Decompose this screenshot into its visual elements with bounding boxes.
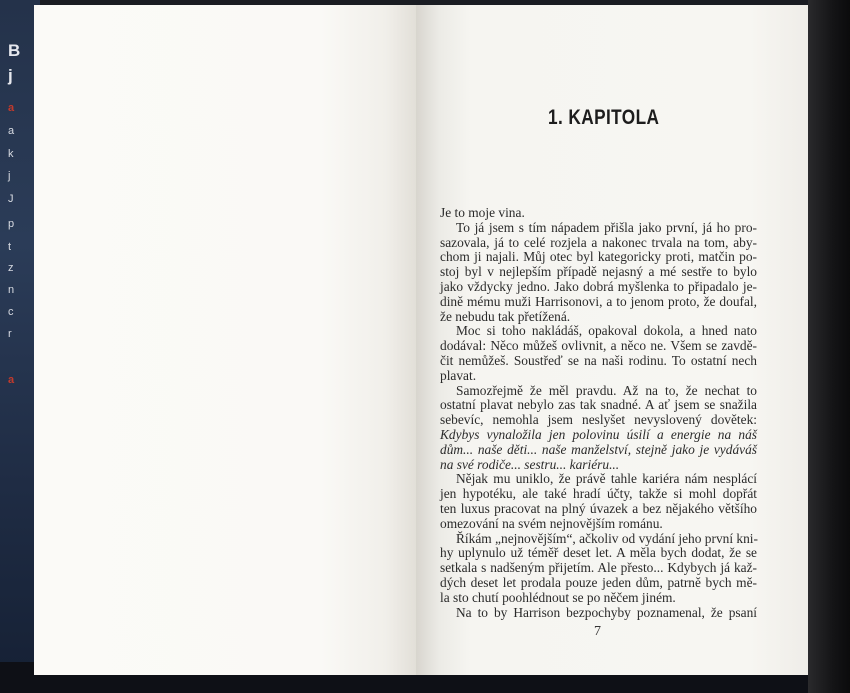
cover-letter: z	[8, 262, 14, 274]
cover-letter: a	[8, 125, 15, 137]
text-line: setkala s nadšeným přijetím. Ale přesto... Kdybych já kaž-	[440, 560, 757, 576]
text-line: omezování na svém nejnovějším románu.	[440, 515, 663, 531]
text-line: la sto chutí poohlédnout se po něčem jiném.	[440, 589, 676, 605]
text-line: jen hypotéku, ale také hradí účty, takže si mohl dopřát	[440, 486, 757, 502]
text-line: ten luxus pracovat na plný úvazek a bez nějakého většího	[440, 500, 757, 516]
text-line: Říkám „nejnovějším“, ačkoliv od vydání jeho první kni-	[456, 530, 758, 546]
text-line: Na to by Harrison bezpochyby poznamenal, že psaní	[456, 604, 757, 620]
cover-letter: J	[8, 193, 14, 205]
cover-letter: k	[8, 148, 14, 160]
cover-letter: c	[8, 306, 14, 318]
text-line: dině mému muži Harrisonovi, a to jenom proto, že doufal,	[440, 293, 757, 309]
text-line: Je to moje vina.	[440, 205, 525, 220]
cover-letter: a	[8, 374, 15, 386]
text-line: chom ji najali. Můj otec byl kategoricky proti, matčin po-	[440, 249, 757, 265]
text-line: jako vždycky jedno. Jako dobrá myšlenka to připadalo je-	[440, 278, 757, 294]
text-line: Kdybys vynaložila jen polovinu úsilí a energie na náš	[440, 426, 757, 442]
text-line: Nějak mu uniklo, že právě tahle kariéra nám nesplácí	[456, 471, 757, 487]
text-line: že nebudu tak přetížená.	[440, 308, 571, 324]
text-line: sebevíc, nemohla jsem neslyšet nevyslovený dovětek:	[440, 412, 757, 428]
text-line: To já jsem s tím nápadem přišla jako první, já ho pro-	[456, 219, 757, 235]
text-line: stoj byl v nejlepším případě nejasný a mé sestře to bylo	[440, 264, 757, 280]
text-line: sazovala, já to celé rozjela a nakonec trvala na tom, aby-	[440, 234, 757, 250]
text-line: ostatní plavat nebylo zas tak snadné. A ať jsem se snažila	[440, 397, 757, 413]
chapter-title: 1. KAPITOLA	[548, 106, 660, 129]
cover-letter: n	[8, 284, 15, 296]
text-line: Samozřejmě že měl pravdu. Až na to, že nechat to	[456, 382, 757, 398]
cover-letter: B	[8, 41, 21, 60]
text-line: hy uplynulo už téměř deset let. A měla bych dodat, že se	[440, 545, 757, 561]
text-line: na své rodiče... sestru... kariéru...	[440, 456, 620, 472]
text-line: čit nemůžeš. Soustřeď se na naši rodinu. To ostatní nech	[440, 352, 757, 368]
cover-letter: t	[8, 241, 12, 253]
text-line: plavat.	[440, 367, 477, 383]
cover-letter: r	[8, 328, 12, 340]
body-text	[440, 206, 757, 620]
cover-letter: a	[8, 102, 15, 114]
page-edge-shadow	[808, 0, 850, 693]
left-page-blank	[34, 5, 416, 675]
page-number: 7	[594, 624, 601, 639]
cover-letter: j	[8, 170, 11, 182]
cover-letter: j	[8, 66, 13, 85]
cover-letter: p	[8, 218, 15, 230]
text-line: Moc si toho nakládáš, opakoval dokola, a hned nato	[456, 323, 757, 339]
text-line: dům... naše děti... naše manželství, stejně jako je vydáváš	[440, 441, 757, 457]
text-line: dodával: Něco můžeš ovlivnit, a něco ne. Všem se zavdě-	[440, 338, 757, 354]
text-line: dých deset let prodala pouze jeden dům, patrně bych mě-	[440, 574, 757, 590]
